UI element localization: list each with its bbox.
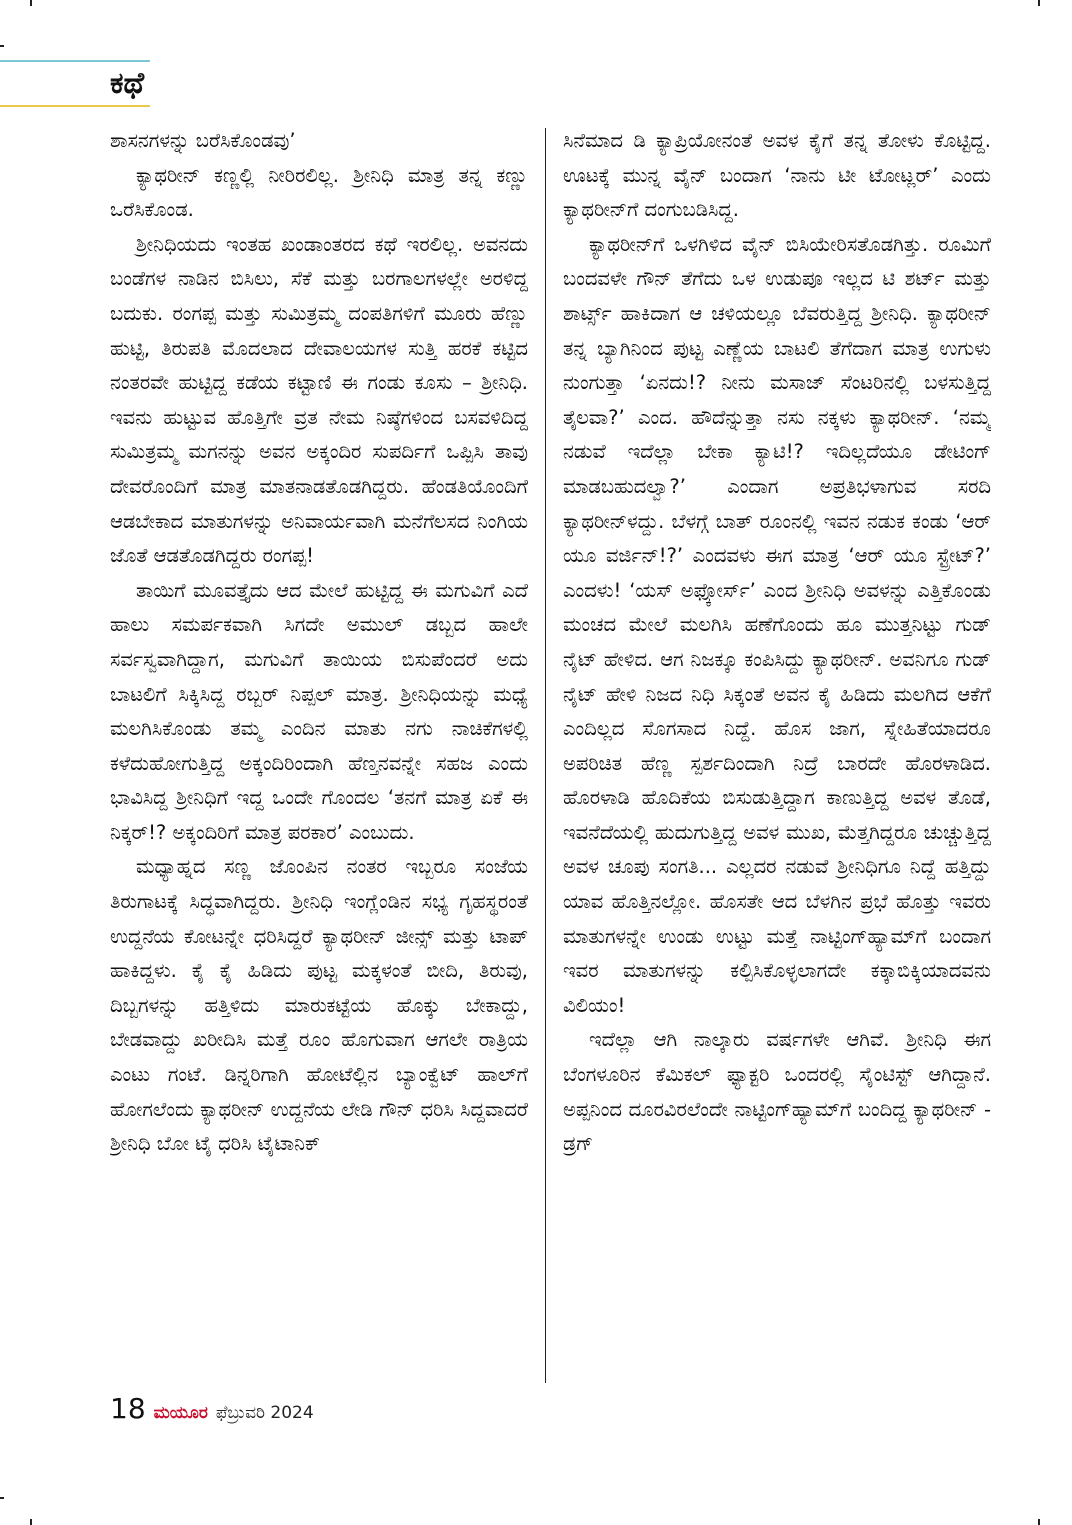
paragraph: ಮಧ್ಯಾಹ್ನದ ಸಣ್ಣ ಜೊಂಪಿನ ನಂತರ ಇಬ್ಬರೂ ಸಂಜೆಯ ತಿರುಗಾಟಕ್ಕೆ ಸಿದ್ಧವಾಗಿದ್ದರು. ಶ್ರೀನಿಧಿ ಇಂಗ್ಲೆಂಡಿನ ಸಭ್ಯ ಗೃಹಸ್ಥರಂತೆ ಉದ್ದನೆಯ ಕೋಟನ್ನೇ ಧರಿಸಿದ್ದರೆ ಕ್ಯಾಥರೀನ್ ಜೀನ್ಸ್ ಮತ್ತು ಟಾಪ್ ಹಾಕಿದ್ದಳು. ಕೈ ಕೈ ಹಿಡಿದು ಪುಟ್ಟ ಮಕ್ಕಳಂತೆ ಬೀದಿ, ತಿರುವು, ದಿಬ್ಬಗಳನ್ನು ಹತ್ತಿಳಿದು ಮಾರುಕಟ್ಟೆಯ ಹೊಕ್ಕು ಬೇಕಾದ್ದು, ಬೇಡವಾದ್ದು ಖರೀದಿಸಿ ಮತ್ತೆ ರೂಂ ಹೊಗುವಾಗ ಆಗಲೇ ರಾತ್ರಿಯ ಎಂಟು ಗಂಟೆ. ಡಿನ್ನರಿಗಾಗಿ ಹೋಟೆಲ್ಲಿನ ಬ್ಯಾಂಕ್ವೆಟ್ ಹಾಲ್‌ಗೆ ಹೋಗಲೆಂದು ಕ್ಯಾಥರೀನ್ ಉದ್ದನೆಯ ಲೇಡಿ ಗೌನ್ ಧರಿಸಿ ಸಿದ್ದವಾದರೆ ಶ್ರೀನಿಧಿ ಬೋ ಟೈ ಧರಿಸಿ ಟೈಟಾನಿಕ್ xyxy=(110,855,528,1156)
section-rule-bottom xyxy=(0,105,150,107)
crop-mark xyxy=(0,1497,4,1499)
crop-mark xyxy=(30,0,32,6)
page-number: 18 xyxy=(110,1392,146,1425)
paragraph: ಶಾಸನಗಳನ್ನು ಬರೆಸಿಕೊಂಡವು’ xyxy=(110,129,296,152)
crop-mark xyxy=(0,45,4,47)
text-column-left xyxy=(110,124,528,1382)
issue-date: ಫೆಬ್ರುವರಿ 2024 xyxy=(215,1403,314,1423)
text-column-right xyxy=(563,124,991,1382)
paragraph: ಸಿನೆಮಾದ ಡಿ ಕ್ಯಾಪ್ರಿಯೋನಂತೆ ಅವಳ ಕೈಗೆ ತನ್ನ ತೋಳು ಕೊಟ್ಟಿದ್ದ. ಊಟಕ್ಕೆ ಮುನ್ನ ವೈನ್ ಬಂದಾಗ ‘ನಾನು ಟೀ ಟೋಟ್ಲರ್’ ಎಂದು ಕ್ಯಾಥರೀನ್‌ಗೆ ದಂಗುಬಡಿಸಿದ್ದ. xyxy=(563,129,991,222)
paragraph: ಇದೆಲ್ಲಾ ಆಗಿ ನಾಲ್ಕಾರು ವರ್ಷಗಳೇ ಆಗಿವೆ. ಶ್ರೀನಿಧಿ ಈಗ ಬೆಂಗಳೂರಿನ ಕೆಮಿಕಲ್ ಫ್ಯಾಕ್ಟರಿ ಒಂದರಲ್ಲಿ ಸೈಂಟಿಸ್ಟ್ ಆಗಿದ್ದಾನೆ. ಅಪ್ಪನಿಂದ ದೂರವಿರಲೆಂದೇ ನಾಟ್ಟಿಂಗ್‌ಹ್ಯಾಮ್‌ಗೆ ಬಂದಿದ್ದ ಕ್ಯಾಥರೀನ್ - ಡ್ರಗ್ xyxy=(563,1028,991,1156)
paragraph: ಶ್ರೀನಿಧಿಯದು ಇಂತಹ ಖಂಡಾಂತರದ ಕಥೆ ಇರಲಿಲ್ಲ. ಅವನದು ಬಂಡೆಗಳ ನಾಡಿನ ಬಿಸಿಲು, ಸೆಕೆ ಮತ್ತು ಬರಗಾಲಗಳಲ್ಲೇ ಅರಳಿದ್ದ ಬದುಕು. ರಂಗಪ್ಪ ಮತ್ತು ಸುಮಿತ್ರಮ್ಮ ದಂಪತಿಗಳಿಗೆ ಮೂರು ಹೆಣ್ಣು ಹುಟ್ಟಿ, ತಿರುಪತಿ ಮೊದಲಾದ ದೇವಾಲಯಗಳ ಸುತ್ತಿ ಹರಕೆ ಕಟ್ಟಿದ ನಂತರವೇ ಹುಟ್ಟಿದ್ದ ಕಡೆಯ ಕಟ್ಟಾಣಿ ಈ ಗಂಡು ಕೂಸು – ಶ್ರೀನಿಧಿ. ಇವನು ಹುಟ್ಟುವ ಹೊತ್ತಿಗೇ ವ್ರತ ನೇಮ ನಿಷ್ಠೆಗಳಿಂದ ಬಸವಳಿದಿದ್ದ ಸುಮಿತ್ರಮ್ಮ ಮಗನನ್ನು ಅವನ ಅಕ್ಕಂದಿರ ಸುಪರ್ದಿಗೆ ಒಪ್ಪಿಸಿ ತಾವು ದೇವರೊಂದಿಗೆ ಮಾತ್ರ ಮಾತನಾಡತೊಡಗಿದ್ದರು. ಹೆಂಡತಿಯೊಂದಿಗೆ ಆಡಬೇಕಾದ ಮಾತುಗಳನ್ನು ಅನಿವಾರ್ಯವಾಗಿ ಮನೆಗೆಲಸದ ನಿಂಗಿಯ ಜೊತೆ ಆಡತೊಡಗಿದ್ದರು ರಂಗಪ್ಪ! xyxy=(110,232,528,568)
page-footer xyxy=(110,1392,314,1425)
paragraph: ತಾಯಿಗೆ ಮೂವತ್ತೈದು ಆದ ಮೇಲೆ ಹುಟ್ಟಿದ್ದ ಈ ಮಗುವಿಗೆ ಎದೆ ಹಾಲು ಸಮರ್ಪಕವಾಗಿ ಸಿಗದೇ ಅಮುಲ್ ಡಬ್ಬದ ಹಾಲೇ ಸರ್ವಸ್ವವಾಗಿದ್ದಾಗ, ಮಗುವಿಗೆ ತಾಯಿಯ ಬಿಸುಪೆಂದರೆ ಅದು ಬಾಟಲಿಗೆ ಸಿಕ್ಕಿಸಿದ್ದ ರಬ್ಬರ್ ನಿಪ್ಪಲ್ ಮಾತ್ರ. ಶ್ರೀನಿಧಿಯನ್ನು ಮಧ್ಯೆ ಮಲಗಿಸಿಕೊಂಡು ತಮ್ಮ ಎಂದಿನ ಮಾತು ನಗು ನಾಚಿಕೆಗಳಲ್ಲಿ ಕಳೆದುಹೋಗುತ್ತಿದ್ದ ಅಕ್ಕಂದಿರಿಂದಾಗಿ ಹೆಣ್ತನವನ್ನೇ ಸಹಜ ಎಂದು ಭಾವಿಸಿದ್ದ ಶ್ರೀನಿಧಿಗೆ ಇದ್ದ ಒಂದೇ ಗೊಂದಲ ‘ತನಗೆ ಮಾತ್ರ ಏಕೆ ಈ ನಿಕ್ಕರ್!? ಅಕ್ಕಂದಿರಿಗೆ ಮಾತ್ರ ಪರಕಾರ’ ಎಂಬುದು. xyxy=(110,578,528,844)
section-title: ಕಥೆ xyxy=(110,66,145,101)
column-divider xyxy=(545,128,546,1383)
crop-mark xyxy=(30,1519,32,1525)
magazine-logo: ಮಯೂರ xyxy=(153,1403,208,1423)
paragraph: ಕ್ಯಾಥರೀನ್‌ಗೆ ಒಳಗಿಳಿದ ವೈನ್ ಬಿಸಿಯೇರಿಸತೊಡಗಿತ್ತು. ರೂಮಿಗೆ ಬಂದವಳೇ ಗೌನ್ ತೆಗೆದು ಒಳ ಉಡುಪೂ ಇಲ್ಲದ ಟಿ ಶರ್ಟ್ ಮತ್ತು ಶಾರ್ಟ್ಸ್ ಹಾಕಿದಾಗ ಆ ಚಳಿಯಲ್ಲೂ ಬೆವರುತ್ತಿದ್ದ ಶ್ರೀನಿಧಿ. ಕ್ಯಾಥರೀನ್ ತನ್ನ ಬ್ಯಾಗಿನಿಂದ ಪುಟ್ಟ ಎಣ್ಣೆಯ ಬಾಟಲಿ ತೆಗೆದಾಗ ಮಾತ್ರ ಉಗುಳು ನುಂಗುತ್ತಾ ‘ಏನದು!? ನೀನು ಮಸಾಜ್ ಸೆಂಟರಿನಲ್ಲಿ ಬಳಸುತ್ತಿದ್ದ ತೈಲವಾ?’ ಎಂದ. ಹೌದೆನ್ನುತ್ತಾ ನಸು ನಕ್ಕಳು ಕ್ಯಾಥರೀನ್. ‘ನಮ್ಮ ನಡುವೆ ಇದೆಲ್ಲಾ ಬೇಕಾ ಕ್ಯಾಟಿ!? ಇದಿಲ್ಲದೆಯೂ ಡೇಟಿಂಗ್ ಮಾಡಬಹುದಲ್ವಾ?’ ಎಂದಾಗ ಅಪ್ರತಿಭಳಾಗುವ ಸರದಿ ಕ್ಯಾಥರೀನ್‌ಳದ್ದು. ಬೆಳಗ್ಗೆ ಬಾತ್ ರೂಂನಲ್ಲಿ ಇವನ ನಡುಕ ಕಂಡು ‘ಆರ್ ಯೂ ವರ್ಜಿನ್!?’ ಎಂದವಳು ಈಗ ಮಾತ್ರ ‘ಆರ್ ಯೂ ಸ್ಟ್ರೇಟ್?’ ಎಂದಳು! ‘ಯಸ್ ಅಫ್ಕೋರ್ಸ್’ ಎಂದ ಶ್ರೀನಿಧಿ ಅವಳನ್ನು ಎತ್ತಿಕೊಂಡು ಮಂಚದ ಮೇಲೆ ಮಲಗಿಸಿ ಹಣೆಗೊಂದು ಹೂ ಮುತ್ತನಿಟ್ಟು ಗುಡ್ ನೈಟ್ ಹೇಳಿದ. ಆಗ ನಿಜಕ್ಕೂ ಕಂಪಿಸಿದ್ದು ಕ್ಯಾಥರೀನ್. ಅವನಿಗೂ ಗುಡ್ ನೈಟ್ ಹೇಳಿ ನಿಜದ ನಿಧಿ ಸಿಕ್ಕಂತೆ ಅವನ ಕೈ ಹಿಡಿದು ಮಲಗಿದ ಆಕೆಗೆ ಎಂದಿಲ್ಲದ ಸೊಗಸಾದ ನಿದ್ದೆ. ಹೊಸ ಜಾಗ, ಸ್ನೇಹಿತೆಯಾದರೂ ಅಪರಿಚಿತ ಹೆಣ್ಣ ಸ್ಪರ್ಶದಿಂದಾಗಿ ನಿದ್ರೆ ಬಾರದೇ ಹೊರಳಾಡಿದ. ಹೊರಳಾಡಿ ಹೊದಿಕೆಯ ಬಿಸುಡುತ್ತಿದ್ದಾಗ ಕಾಣುತ್ತಿದ್ದ ಅವಳ ತೊಡೆ, ಇವನೆದೆಯಲ್ಲಿ ಹುದುಗುತ್ತಿದ್ದ ಅವಳ ಮುಖ, ಮೆತ್ತಗಿದ್ದರೂ ಚುಚ್ಚುತ್ತಿದ್ದ ಅವಳ ಚೂಪು ಸಂಗತಿ... ಎಲ್ಲದರ ನಡುವೆ ಶ್ರೀನಿಧಿಗೂ ನಿದ್ದೆ ಹತ್ತಿದ್ದು ಯಾವ ಹೊತ್ತಿನಲ್ಲೋ. ಹೊಸತೇ ಆದ ಬೆಳಗಿನ ಪ್ರಭೆ ಹೊತ್ತು ಇವರು ಮಾತುಗಳನ್ನೇ ಉಂಡು ಉಟ್ಟು ಮತ್ತೆ ನಾಟ್ಟಿಂಗ್‌ಹ್ಯಾಮ್‌ಗೆ ಬಂದಾಗ ಇವರ ಮಾತುಗಳನ್ನು ಕಲ್ಪಿಸಿಕೊಳ್ಳಲಾಗದೇ ಕಕ್ಕಾಬಿಕ್ಕಿಯಾದವನು ವಿಲಿಯಂ! xyxy=(563,232,991,1017)
section-rule-top xyxy=(0,60,150,62)
crop-mark xyxy=(1038,1519,1040,1525)
paragraph: ಕ್ಯಾಥರೀನ್ ಕಣ್ಣಲ್ಲಿ ನೀರಿರಲಿಲ್ಲ. ಶ್ರೀನಿಧಿ ಮಾತ್ರ ತನ್ನ ಕಣ್ಣು ಒರೆಸಿಕೊಂಡ. xyxy=(110,163,528,222)
crop-mark xyxy=(1038,0,1040,6)
